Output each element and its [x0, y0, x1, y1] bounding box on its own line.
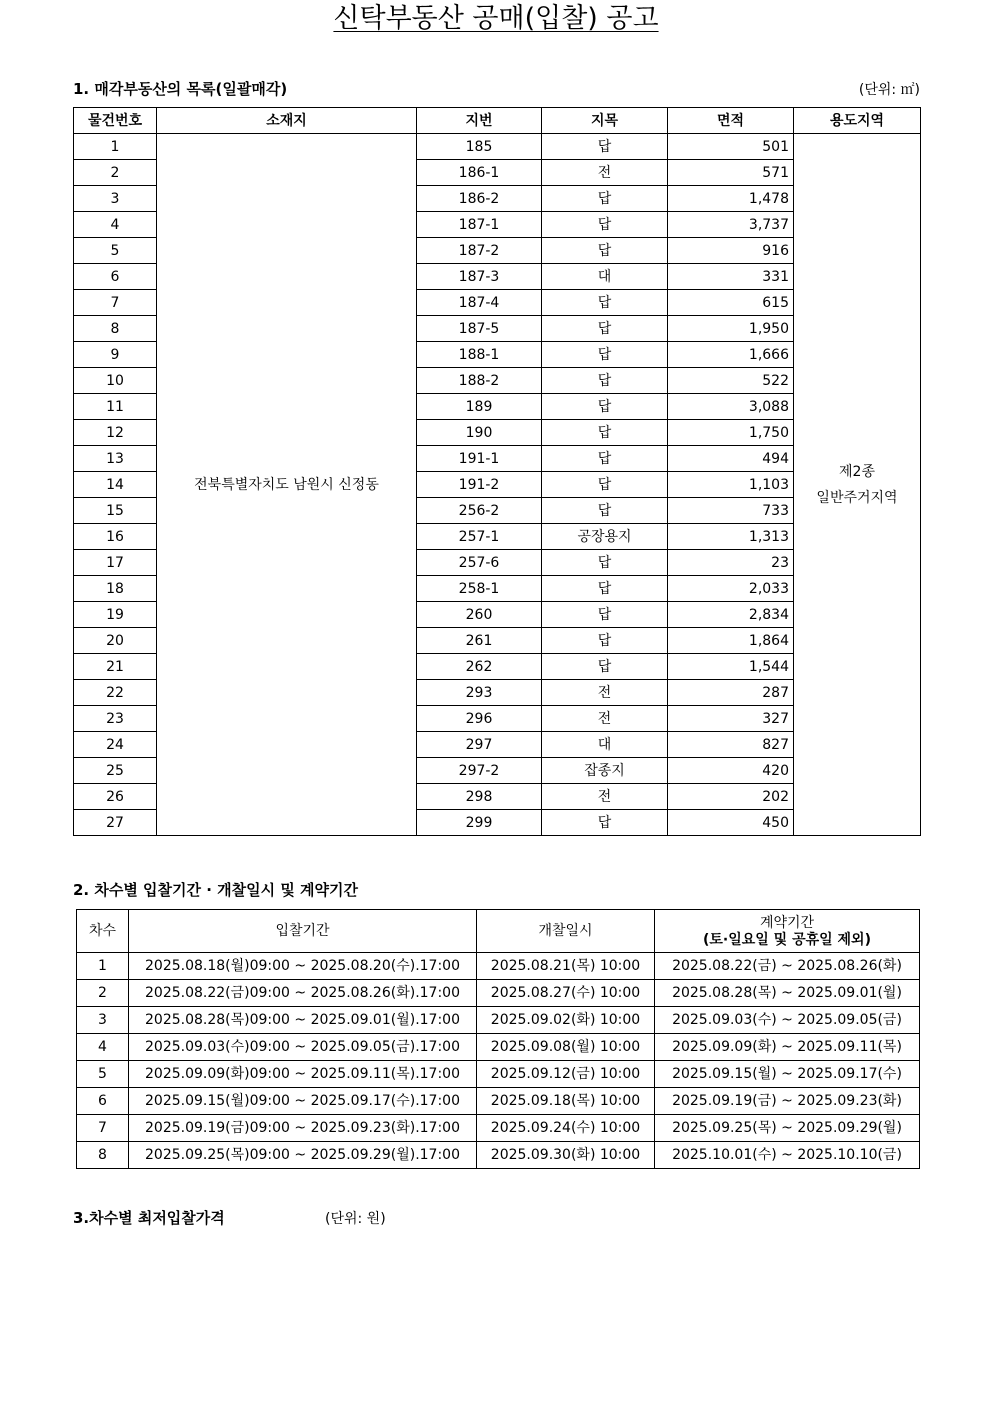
land-category-cell: 답: [542, 394, 668, 420]
land-category-cell: 전: [542, 784, 668, 810]
item-number-cell: 16: [74, 524, 157, 550]
land-category-cell: 답: [542, 420, 668, 446]
item-number-cell: 26: [74, 784, 157, 810]
area-cell: 501: [668, 134, 794, 160]
opening-cell: 2025.08.27(수) 10:00: [477, 980, 655, 1007]
item-number-cell: 10: [74, 368, 157, 394]
item-number-cell: 22: [74, 680, 157, 706]
area-cell: 202: [668, 784, 794, 810]
lot-number-cell: 187-3: [417, 264, 542, 290]
item-number-cell: 20: [74, 628, 157, 654]
round-cell: 5: [77, 1061, 129, 1088]
contract-period-cell: 2025.09.09(화) ~ 2025.09.11(목): [655, 1034, 920, 1061]
contract-period-cell: 2025.09.15(월) ~ 2025.09.17(수): [655, 1061, 920, 1088]
area-cell: 2,834: [668, 602, 794, 628]
item-number-cell: 7: [74, 290, 157, 316]
lot-number-cell: 191-2: [417, 472, 542, 498]
land-category-cell: 답: [542, 628, 668, 654]
item-number-cell: 8: [74, 316, 157, 342]
area-cell: 522: [668, 368, 794, 394]
opening-cell: 2025.09.24(수) 10:00: [477, 1115, 655, 1142]
item-number-cell: 21: [74, 654, 157, 680]
lot-number-cell: 187-2: [417, 238, 542, 264]
item-number-cell: 17: [74, 550, 157, 576]
land-category-cell: 답: [542, 550, 668, 576]
item-number-cell: 13: [74, 446, 157, 472]
header-item-no: 물건번호: [74, 108, 157, 134]
page-title: 신탁부동산 공매(입찰) 공고: [333, 3, 659, 34]
item-number-cell: 5: [74, 238, 157, 264]
land-category-cell: 대: [542, 264, 668, 290]
bid-period-cell: 2025.08.18(월)09:00 ~ 2025.08.20(수).17:00: [129, 953, 477, 980]
area-cell: 287: [668, 680, 794, 706]
contract-period-cell: 2025.09.19(금) ~ 2025.09.23(화): [655, 1088, 920, 1115]
land-category-cell: 답: [542, 134, 668, 160]
item-number-cell: 12: [74, 420, 157, 446]
area-cell: 615: [668, 290, 794, 316]
item-number-cell: 27: [74, 810, 157, 836]
lot-number-cell: 262: [417, 654, 542, 680]
opening-cell: 2025.09.02(화) 10:00: [477, 1007, 655, 1034]
header-opening: 개찰일시: [477, 910, 655, 953]
area-cell: 2,033: [668, 576, 794, 602]
table-row: [77, 1088, 920, 1115]
lot-number-cell: 188-2: [417, 368, 542, 394]
header-contract-period: [655, 910, 920, 953]
table-row: [77, 1142, 920, 1169]
item-number-cell: 4: [74, 212, 157, 238]
header-lot-number: 지번: [417, 108, 542, 134]
area-cell: 827: [668, 732, 794, 758]
land-category-cell: 답: [542, 498, 668, 524]
round-cell: 2: [77, 980, 129, 1007]
bid-period-cell: 2025.08.22(금)09:00 ~ 2025.08.26(화).17:00: [129, 980, 477, 1007]
land-category-cell: 잡종지: [542, 758, 668, 784]
lot-number-cell: 293: [417, 680, 542, 706]
header-zoning: 용도지역: [794, 108, 921, 134]
land-category-cell: 답: [542, 446, 668, 472]
bid-period-cell: 2025.09.09(화)09:00 ~ 2025.09.11(목).17:00: [129, 1061, 477, 1088]
lot-number-cell: 299: [417, 810, 542, 836]
round-cell: 1: [77, 953, 129, 980]
table-row: [77, 1061, 920, 1088]
area-cell: 3,737: [668, 212, 794, 238]
location-cell: 전북특별자치도 남원시 신정동: [157, 134, 417, 836]
bid-period-cell: 2025.08.28(목)09:00 ~ 2025.09.01(월).17:00: [129, 1007, 477, 1034]
item-number-cell: 3: [74, 186, 157, 212]
table-row: [74, 134, 921, 160]
land-category-cell: 답: [542, 186, 668, 212]
zoning-line: 일반주거지역: [816, 489, 898, 506]
table-header-row: [74, 108, 921, 134]
item-number-cell: 9: [74, 342, 157, 368]
lot-number-cell: 297: [417, 732, 542, 758]
item-number-cell: 14: [74, 472, 157, 498]
bid-period-cell: 2025.09.19(금)09:00 ~ 2025.09.23(화).17:00: [129, 1115, 477, 1142]
land-category-cell: 답: [542, 576, 668, 602]
bid-period-cell: 2025.09.15(월)09:00 ~ 2025.09.17(수).17:00: [129, 1088, 477, 1115]
land-category-cell: 전: [542, 706, 668, 732]
table-row: [77, 980, 920, 1007]
lot-number-cell: 187-4: [417, 290, 542, 316]
land-category-cell: 답: [542, 472, 668, 498]
contract-period-cell: 2025.08.28(목) ~ 2025.09.01(월): [655, 980, 920, 1007]
land-category-cell: 답: [542, 212, 668, 238]
land-category-cell: 답: [542, 290, 668, 316]
lot-number-cell: 258-1: [417, 576, 542, 602]
round-cell: 8: [77, 1142, 129, 1169]
lot-number-cell: 189: [417, 394, 542, 420]
land-category-cell: 전: [542, 160, 668, 186]
area-cell: 327: [668, 706, 794, 732]
lot-number-cell: 261: [417, 628, 542, 654]
section3-unit: (단위: 원): [325, 1211, 386, 1227]
item-number-cell: 1: [74, 134, 157, 160]
area-cell: 1,750: [668, 420, 794, 446]
item-number-cell: 19: [74, 602, 157, 628]
area-cell: 3,088: [668, 394, 794, 420]
header-land-category: 지목: [542, 108, 668, 134]
area-cell: 1,478: [668, 186, 794, 212]
area-cell: 450: [668, 810, 794, 836]
section2-heading: 2. 차수별 입찰기간 · 개찰일시 및 계약기간: [73, 881, 359, 899]
contract-period-cell: 2025.10.01(수) ~ 2025.10.10(금): [655, 1142, 920, 1169]
table-row: [77, 1034, 920, 1061]
section1-unit: (단위: ㎡): [858, 82, 920, 98]
item-number-cell: 24: [74, 732, 157, 758]
lot-number-cell: 256-2: [417, 498, 542, 524]
lot-number-cell: 191-1: [417, 446, 542, 472]
lot-number-cell: 257-1: [417, 524, 542, 550]
lot-number-cell: 186-1: [417, 160, 542, 186]
bid-period-cell: 2025.09.25(목)09:00 ~ 2025.09.29(월).17:00: [129, 1142, 477, 1169]
round-cell: 7: [77, 1115, 129, 1142]
opening-cell: 2025.09.30(화) 10:00: [477, 1142, 655, 1169]
contract-period-cell: 2025.09.25(목) ~ 2025.09.29(월): [655, 1115, 920, 1142]
land-category-cell: 공장용지: [542, 524, 668, 550]
opening-cell: 2025.09.08(월) 10:00: [477, 1034, 655, 1061]
lot-number-cell: 297-2: [417, 758, 542, 784]
header-location: 소재지: [157, 108, 417, 134]
property-list-table: [73, 107, 921, 836]
area-cell: 23: [668, 550, 794, 576]
opening-cell: 2025.09.12(금) 10:00: [477, 1061, 655, 1088]
header-round: 차수: [77, 910, 129, 953]
item-number-cell: 23: [74, 706, 157, 732]
area-cell: 571: [668, 160, 794, 186]
area-cell: 916: [668, 238, 794, 264]
table-row: [77, 953, 920, 980]
area-cell: 494: [668, 446, 794, 472]
land-category-cell: 답: [542, 316, 668, 342]
round-cell: 3: [77, 1007, 129, 1034]
table-row: [77, 1007, 920, 1034]
round-cell: 6: [77, 1088, 129, 1115]
item-number-cell: 25: [74, 758, 157, 784]
lot-number-cell: 187-5: [417, 316, 542, 342]
item-number-cell: 11: [74, 394, 157, 420]
contract-header-line2: (토·일요일 및 공휴일 제외): [703, 931, 871, 948]
header-area: 면적: [668, 108, 794, 134]
table-header-row: [77, 910, 920, 953]
land-category-cell: 대: [542, 732, 668, 758]
item-number-cell: 6: [74, 264, 157, 290]
zoning-cell: [794, 134, 921, 836]
lot-number-cell: 296: [417, 706, 542, 732]
land-category-cell: 전: [542, 680, 668, 706]
land-category-cell: 답: [542, 368, 668, 394]
area-cell: 1,103: [668, 472, 794, 498]
lot-number-cell: 185: [417, 134, 542, 160]
item-number-cell: 15: [74, 498, 157, 524]
area-cell: 1,313: [668, 524, 794, 550]
land-category-cell: 답: [542, 342, 668, 368]
opening-cell: 2025.09.18(목) 10:00: [477, 1088, 655, 1115]
area-cell: 420: [668, 758, 794, 784]
contract-period-cell: 2025.08.22(금) ~ 2025.08.26(화): [655, 953, 920, 980]
land-category-cell: 답: [542, 654, 668, 680]
area-cell: 1,666: [668, 342, 794, 368]
zoning-line: 제2종: [839, 463, 875, 480]
section3-heading: 3.차수별 최저입찰가격: [73, 1209, 225, 1227]
lot-number-cell: 188-1: [417, 342, 542, 368]
land-category-cell: 답: [542, 810, 668, 836]
opening-cell: 2025.08.21(목) 10:00: [477, 953, 655, 980]
area-cell: 331: [668, 264, 794, 290]
area-cell: 733: [668, 498, 794, 524]
lot-number-cell: 186-2: [417, 186, 542, 212]
bid-period-cell: 2025.09.03(수)09:00 ~ 2025.09.05(금).17:00: [129, 1034, 477, 1061]
round-cell: 4: [77, 1034, 129, 1061]
lot-number-cell: 260: [417, 602, 542, 628]
schedule-table: [76, 909, 920, 1169]
table-row: [77, 1115, 920, 1142]
lot-number-cell: 298: [417, 784, 542, 810]
lot-number-cell: 190: [417, 420, 542, 446]
area-cell: 1,950: [668, 316, 794, 342]
area-cell: 1,864: [668, 628, 794, 654]
section1-heading: 1. 매각부동산의 목록(일괄매각): [73, 80, 288, 98]
item-number-cell: 2: [74, 160, 157, 186]
land-category-cell: 답: [542, 238, 668, 264]
header-bid-period: 입찰기간: [129, 910, 477, 953]
land-category-cell: 답: [542, 602, 668, 628]
lot-number-cell: 257-6: [417, 550, 542, 576]
contract-period-cell: 2025.09.03(수) ~ 2025.09.05(금): [655, 1007, 920, 1034]
lot-number-cell: 187-1: [417, 212, 542, 238]
item-number-cell: 18: [74, 576, 157, 602]
area-cell: 1,544: [668, 654, 794, 680]
contract-header-line1: 계약기간: [759, 914, 815, 931]
